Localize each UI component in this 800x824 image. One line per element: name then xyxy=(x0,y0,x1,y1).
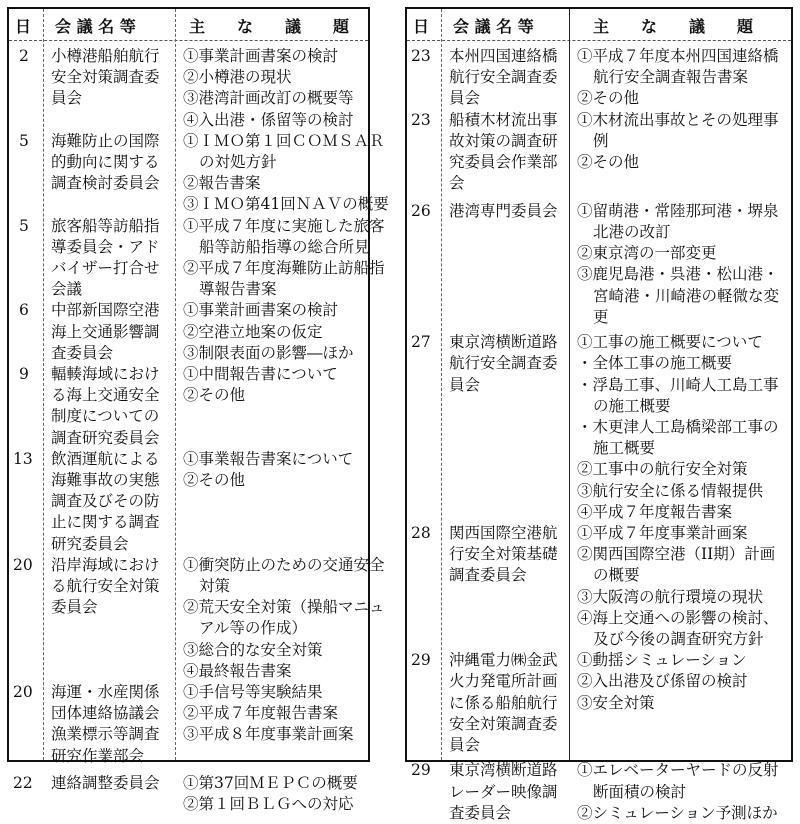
meeting-name-line: 本州四国連絡橋 xyxy=(449,47,558,65)
meeting-table-left xyxy=(7,7,389,814)
topic-line: ②その他 xyxy=(183,386,246,405)
topic-line: 北港の改訂 xyxy=(593,222,671,241)
meeting-name-line: 東京湾横断道路 xyxy=(449,333,558,352)
topic-line: ②空港立地案の仮定 xyxy=(183,322,323,341)
row-day: 20 xyxy=(13,683,33,701)
topic-line: アル等の作成） xyxy=(199,619,307,638)
meeting-name-line: 調査検討委員会 xyxy=(51,174,160,193)
meeting-name-line: 調査委員会 xyxy=(449,566,527,585)
topic-line: の施工概要 xyxy=(593,396,671,415)
meeting-name-line: 員会 xyxy=(449,89,481,108)
meeting-name-line: 小樽港船舶航行 xyxy=(51,47,160,65)
meeting-name-line: 漁業標示等調査 xyxy=(51,725,160,744)
header-topics: 主 な 議 題 xyxy=(593,17,754,36)
topic-line: ②平成７年度海難防止訪船指 xyxy=(183,259,385,277)
meeting-name-line: 東京湾横断道路 xyxy=(449,761,558,780)
topic-line: ④平成７年度報告書案 xyxy=(577,502,733,521)
row-day: 26 xyxy=(411,201,431,220)
topic-line: ②東京湾の一部変更 xyxy=(577,244,717,263)
topic-line: ・全体工事の施工概要 xyxy=(577,354,733,373)
topic-line: ①動揺シミュレーション xyxy=(577,651,747,670)
topic-line: ③制限表面の影響―ほか xyxy=(183,343,354,362)
meeting-name-line: 研究委員会 xyxy=(51,534,129,553)
header-day: 日 xyxy=(413,17,430,36)
topic-line: 及び今後の調査研究方針 xyxy=(593,630,764,648)
header-day: 日 xyxy=(15,17,32,36)
meeting-name-line: 沖縄電力㈱金武 xyxy=(449,651,558,670)
row-day: 27 xyxy=(411,333,431,352)
row-day: 13 xyxy=(13,449,33,468)
topic-line: ①事業計画書案の検討 xyxy=(183,47,339,65)
row-day: 29 xyxy=(411,761,431,780)
header-meeting: 会 議 名 等 xyxy=(55,17,136,36)
topic-line: 断面積の検討 xyxy=(593,782,687,801)
topic-line: ②シミュレーション予測ほか xyxy=(577,803,778,822)
meeting-name-line: 員会 xyxy=(449,736,481,754)
topic-line: ③鹿児島港・呉港・松山港・ xyxy=(577,265,779,284)
topic-line: ①第37回ＭＥＰＣの概要 xyxy=(183,774,358,793)
topic-line: ①事業計画書案の検討 xyxy=(183,301,339,320)
meeting-name-line: 究委員会作業部 xyxy=(449,153,558,171)
meeting-name-line: 港湾専門委員会 xyxy=(449,201,558,220)
topic-line: ①木材流出事故とその処理事 xyxy=(577,110,779,129)
meeting-name-line: 導委員会・アド xyxy=(51,237,160,256)
meeting-name-line: 委員会 xyxy=(51,598,98,617)
topic-line: ②小樽港の現状 xyxy=(183,68,292,87)
topic-line: ・木更津人工島橋梁部工事の xyxy=(577,418,779,436)
topic-line: ①中間報告書について xyxy=(183,365,338,383)
meeting-name-line: 的動向に関する xyxy=(51,153,160,171)
topic-line: ②その他 xyxy=(183,471,246,489)
topic-line: 例 xyxy=(593,131,609,150)
topic-line: ①工事の施工概要について xyxy=(577,333,763,352)
row-day: 5 xyxy=(19,216,29,235)
meeting-name-line: る海上交通安全 xyxy=(51,386,160,405)
row-day: 29 xyxy=(411,651,431,670)
meeting-name-line: 止に関する調査 xyxy=(51,513,160,532)
header-topics: 主 な 議 題 xyxy=(189,17,350,36)
topic-line: ③航行安全に係る情報提供 xyxy=(577,481,764,500)
topic-line: ③平成８年度事業計画案 xyxy=(183,725,354,744)
meeting-name-line: 会議 xyxy=(51,280,83,299)
header-meeting: 会 議 名 等 xyxy=(453,17,534,36)
topic-line: ②その他 xyxy=(577,153,640,171)
row-day: 20 xyxy=(13,555,33,574)
topic-line: ①ＩＭＯ第１回ＣＯＭＳＡＲ xyxy=(183,131,385,150)
meeting-name-line: 関西国際空港航 xyxy=(449,524,558,542)
topic-line: ④最終報告書案 xyxy=(183,661,292,680)
topic-line: 宮崎港・川崎港の軽微な変 xyxy=(593,286,780,305)
meeting-name-line: 安全対策調査委 xyxy=(51,68,160,87)
topic-line: 対策 xyxy=(199,577,231,595)
meeting-name-line: バイザー打合せ xyxy=(51,259,160,277)
topic-line: ②第１回ＢＬＧへの対応 xyxy=(183,795,354,814)
topic-line: ②報告書案 xyxy=(183,174,261,193)
topic-line: ①留萌港・常陸那珂港・堺泉 xyxy=(577,201,779,220)
topic-line: ①平成７年度事業計画案 xyxy=(577,524,748,542)
row-day: 28 xyxy=(411,524,431,542)
table-header xyxy=(407,9,791,41)
meeting-name-line: 中部新国際空港 xyxy=(51,301,160,320)
topic-line: 施工概要 xyxy=(593,439,656,458)
topic-line: ①平成７年度本州四国連絡橋 xyxy=(577,47,779,65)
meeting-name-line: 船積木材流出事 xyxy=(449,110,558,129)
meeting-name-line: 査委員会 xyxy=(51,343,114,362)
meeting-name-line: 員会 xyxy=(51,89,83,108)
row-day: 23 xyxy=(411,110,431,129)
topic-line: ①平成７年度に実施した旅客 xyxy=(183,216,385,235)
topic-line: の概要 xyxy=(593,566,640,585)
row-day: 9 xyxy=(19,365,29,383)
topic-line: ②入出港及び係留の検討 xyxy=(577,672,748,691)
topic-line: ①衝突防止のための交通安全 xyxy=(183,555,385,574)
meeting-name-line: 海運・水産関係 xyxy=(51,683,160,701)
topic-line: ④海上交通への影響の検討、 xyxy=(577,608,779,627)
meeting-name-line: 行安全対策基礎 xyxy=(449,545,558,564)
meeting-name-line: 海難事故の実態 xyxy=(51,471,160,489)
meeting-name-line: 沿岸海域におけ xyxy=(51,555,160,574)
row-day: 2 xyxy=(19,47,29,65)
topic-line: ③安全対策 xyxy=(577,693,655,712)
topic-line: ①手信号等実験結果 xyxy=(183,683,323,701)
topic-line: 更 xyxy=(593,307,609,326)
topic-line: ②その他 xyxy=(577,89,640,108)
row-day: 6 xyxy=(19,301,29,320)
topic-line: の対処方針 xyxy=(199,153,277,171)
topic-line: 航行安全調査報告書案 xyxy=(593,68,749,87)
meeting-name-line: 員会 xyxy=(449,375,481,394)
topic-line: ③港湾計画改訂の概要等 xyxy=(183,89,354,108)
topic-line: ③ＩＭＯ第41回ＮＡＶの概要 xyxy=(183,195,389,214)
meeting-name-line: 輻輳海域におけ xyxy=(51,365,160,383)
table-header xyxy=(9,9,368,41)
topic-line: ②工事中の航行安全対策 xyxy=(577,460,748,479)
meeting-name-line: 故対策の調査研 xyxy=(449,131,558,150)
topic-line: ・浮島工事、川崎人工島工事 xyxy=(577,375,779,394)
meeting-name-line: 研究作業部会 xyxy=(51,746,145,765)
row-day: 22 xyxy=(13,774,33,793)
topic-line: 導報告書案 xyxy=(199,280,277,299)
meeting-name-line: 海上交通影響調 xyxy=(51,322,160,341)
topic-line: ①事業報告書案について xyxy=(183,449,354,468)
meeting-name-line: 安全対策調査委 xyxy=(449,714,558,733)
meeting-name-line: レーダー映像調 xyxy=(449,782,558,801)
meeting-name-line: 調査研究委員会 xyxy=(51,428,160,447)
meeting-name-line: 火力発電所計画 xyxy=(449,672,558,691)
meeting-table-right xyxy=(405,7,793,822)
meeting-name-line: 制度についての xyxy=(51,407,160,426)
topic-line: 船等訪船指導の総合所見 xyxy=(199,237,370,256)
topic-line: ②関西国際空港（II期）計画 xyxy=(577,545,776,564)
meeting-name-line: る航行安全対策 xyxy=(51,577,160,595)
topic-line: ④入出港・係留等の検討 xyxy=(183,110,354,129)
meeting-name-line: 飲酒運航による xyxy=(51,449,160,468)
meeting-name-line: 航行安全調査委 xyxy=(449,354,558,373)
topic-line: ③大阪湾の航行環境の現状 xyxy=(577,587,764,606)
meeting-name-line: 海難防止の国際 xyxy=(51,131,160,150)
meeting-name-line: 連絡調整委員会 xyxy=(51,774,160,793)
topic-line: ①エレベーターヤードの反射 xyxy=(577,761,779,780)
meeting-name-line: 航行安全調査委 xyxy=(449,68,558,87)
topic-line: ②荒天安全対策（操船マニュ xyxy=(183,598,385,617)
meeting-name-line: 旅客船等訪船指 xyxy=(51,216,160,235)
meeting-name-line: 査委員会 xyxy=(449,803,512,822)
meeting-name-line: 調査及びその防 xyxy=(51,492,160,511)
row-day: 5 xyxy=(19,131,29,150)
topic-line: ②平成７年度報告書案 xyxy=(183,704,339,723)
topic-line: ③総合的な安全対策 xyxy=(183,640,323,659)
meeting-name-line: に係る船舶航行 xyxy=(449,693,558,712)
meeting-name-line: 団体連絡協議会 xyxy=(51,704,160,723)
row-day: 23 xyxy=(411,47,431,65)
meeting-name-line: 会 xyxy=(449,174,465,193)
